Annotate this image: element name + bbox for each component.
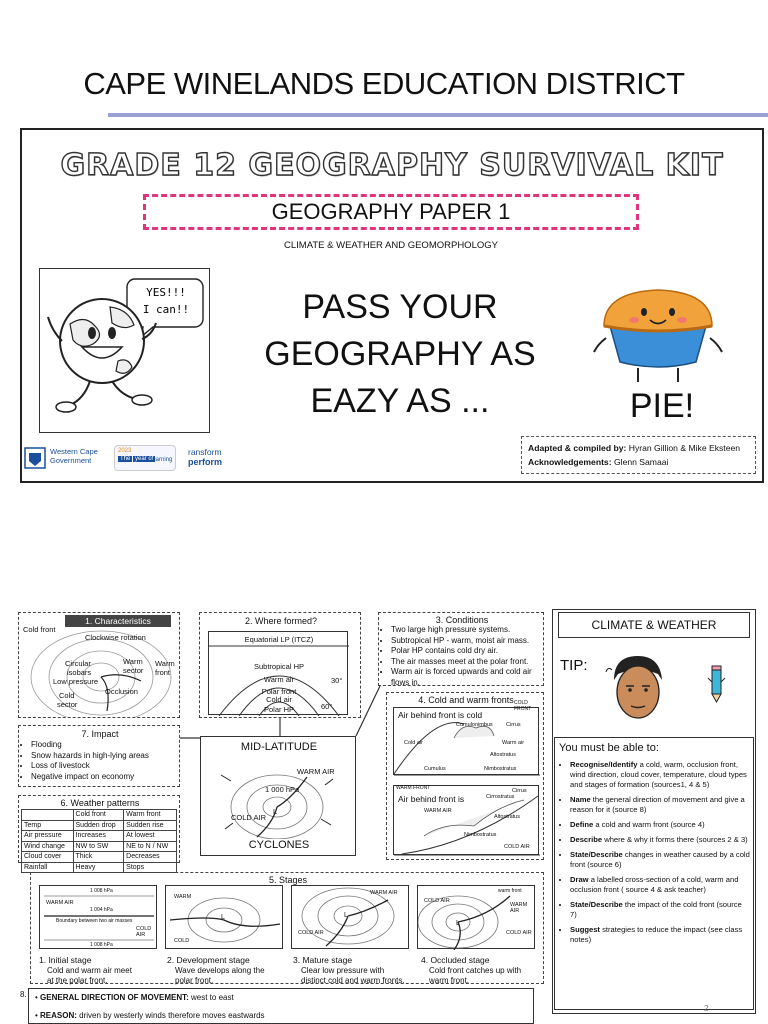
year-badge: 2023 <box>118 448 132 454</box>
year-text-2: year of <box>135 456 154 462</box>
speech-line-2: I can!! <box>142 303 190 316</box>
table-cell: Temp <box>22 820 74 831</box>
fronts-title: 4. Cold and warm fronts <box>418 695 514 705</box>
wcg-line-2: Government <box>50 456 92 465</box>
adapted-label: Adapted & compiled by: <box>528 443 627 453</box>
where-label-equatorial: Equatorial LP (ITCZ) <box>244 635 314 644</box>
table-row <box>22 831 177 842</box>
able-item <box>570 835 750 845</box>
conditions-list <box>381 625 543 688</box>
table-row <box>22 862 177 873</box>
header-rule <box>108 113 768 117</box>
impact-item: • Flooding <box>31 740 179 751</box>
stage-2-text-2: polar front. <box>175 976 214 985</box>
weather-patterns-table <box>21 809 177 873</box>
stages-title: 5. Stages <box>268 875 308 885</box>
table-cell: Sudden rise <box>124 820 177 831</box>
condition-item: • Warm air is forced upwards and cold air flows in. <box>391 667 543 688</box>
stage-4-diagram <box>417 885 535 949</box>
front-label-warm-air: Warm air <box>502 740 525 746</box>
center-label-l: L <box>273 807 278 816</box>
table-cell: Stops <box>124 862 177 873</box>
able-item <box>570 760 750 790</box>
able-title: You must be able to: <box>559 742 659 754</box>
center-label-cold-air: COLD AIR <box>231 813 267 822</box>
stage-label-warm-air-4: WARM AIR <box>510 902 528 914</box>
stage-label-warm: WARM <box>174 894 192 900</box>
transform-perform-logo <box>188 445 240 471</box>
char-label-front: front <box>155 668 171 677</box>
center-label-1000: 1 000 hPa <box>265 785 300 794</box>
reason-label: REASON: <box>40 1011 77 1020</box>
table-header <box>22 810 74 821</box>
stage-label-1008-bottom: 1 008 hPa <box>90 942 113 948</box>
char-label-warm: Warm <box>123 657 143 666</box>
stage-1-text-2: at the polar front. <box>47 976 108 985</box>
table-header-row <box>22 810 177 821</box>
front-label-cold-air-2: COLD AIR <box>504 844 530 850</box>
able-item-text: a cold, warm, occlusion front, wind direction, cloud cover, temperature, cloud types and stages of formation (sources1, 4 & 5) <box>570 760 747 789</box>
pass-line-1: PASS YOUR <box>302 288 498 326</box>
stage-2-diagram <box>165 885 283 949</box>
globe-mascot-icon <box>40 269 211 434</box>
stage-label-l-4: L <box>456 920 460 927</box>
where-label-30: 30° <box>331 676 343 685</box>
where-label-cold-air: Cold air <box>266 695 292 704</box>
stage-3-text-2: distinct cold and warm fronts. <box>301 976 405 985</box>
char-label-low-pressure: Low pressure <box>53 677 99 686</box>
crest-icon <box>24 447 46 469</box>
stage-label-l-2: L <box>221 914 225 921</box>
front-label-warm-air-2: WARM AIR <box>424 808 452 814</box>
pie-mascot-icon <box>588 276 728 386</box>
front-label-altostratus: Altostratus <box>490 752 516 758</box>
able-item-text: a labelled cross-section of a cold, warm and occlusion front ( source 4 & ask teacher) <box>570 875 739 894</box>
stage-3-caption <box>293 955 421 986</box>
able-item-verb: Draw <box>570 875 589 884</box>
table-cell: Increases <box>73 831 124 842</box>
tip-label: TIP: <box>560 657 588 674</box>
stage-4-map-icon <box>418 886 536 950</box>
able-item <box>570 820 750 830</box>
where-label-subtropical: Subtropical HP <box>253 662 305 671</box>
conditions-title: 3. Conditions <box>435 615 489 625</box>
impact-item: • Snow hazards in high-lying areas <box>31 751 179 762</box>
able-item-verb: Describe <box>570 835 603 844</box>
stage-label-boundary: Boundary between two air masses <box>56 918 133 924</box>
stage-label-cold-air-3: COLD AIR <box>298 930 324 936</box>
able-item-text: the impact of the cold front (source 7) <box>570 900 742 919</box>
thinking-face-icon <box>604 652 668 726</box>
able-item-verb: Define <box>570 820 594 829</box>
kit-title: GRADE 12 GEOGRAPHY SURVIVAL KIT <box>60 148 724 183</box>
able-item-verb: Recognise/Identify <box>570 760 638 769</box>
stage-3-title: 3. Mature stage <box>293 955 353 965</box>
able-item-text: changes in weather caused by a cold front (source 6) <box>570 850 750 869</box>
where-title: 2. Where formed? <box>244 616 318 626</box>
patterns-title: 6. Weather patterns <box>60 798 140 808</box>
stage-label-l-3: L <box>344 912 348 919</box>
stage-4-text-2: warm front. <box>429 976 470 985</box>
year-of-learning-logo <box>114 445 176 471</box>
front-label-cirrostratus: Cirrostratus <box>486 794 515 800</box>
where-label-polar-hp: Polar HP <box>263 705 294 714</box>
impact-box <box>18 725 180 787</box>
table-cell: At lowest <box>124 831 177 842</box>
stage-2-caption <box>167 955 291 986</box>
stage-1-diagram <box>39 885 157 949</box>
stage-label-cold-air-4b: COLD AIR <box>506 930 532 936</box>
table-cell: Rainfall <box>22 862 74 873</box>
table-cell: Wind change <box>22 841 74 852</box>
stage-3-diagram <box>291 885 409 949</box>
char-label-cold-front: Cold front <box>23 625 56 634</box>
pass-line-3: EAZY AS ... <box>310 382 490 420</box>
table-cell: NW to SW <box>73 841 124 852</box>
movement-number: 8. <box>20 990 27 999</box>
table-row <box>22 841 177 852</box>
wcg-line-1: Western Cape <box>50 447 98 456</box>
western-cape-government-logo <box>24 445 106 471</box>
stage-4-caption <box>421 955 543 986</box>
warm-front-caption: Air behind front is <box>398 794 465 804</box>
table-header: Warm front <box>124 810 177 821</box>
table-cell: Thick <box>73 852 124 863</box>
adapted-value: Hyran Gillion & Mike Eksteen <box>628 443 741 453</box>
paper-title: GEOGRAPHY PAPER 1 <box>271 199 511 224</box>
credits-box <box>521 436 756 474</box>
front-label-altostratus-2: Altostratus <box>494 814 520 820</box>
speech-line-1: YES!!! <box>146 286 186 299</box>
able-item-verb: Name <box>570 795 591 804</box>
front-label-cold-front: COLD FRONT <box>514 700 532 712</box>
pencil-mascot-icon <box>704 664 730 704</box>
fronts-box <box>386 692 544 860</box>
table-cell: NE to N / NW <box>124 841 177 852</box>
front-label-cumulus: Cumulus <box>424 766 446 772</box>
able-item <box>570 850 750 870</box>
stage-label-1004: 1 004 hPa <box>90 907 113 913</box>
warm-front-diagram <box>393 785 539 855</box>
stage-label-warm-air-3: WARM AIR <box>370 890 398 896</box>
paper-subtitle: CLIMATE & WEATHER AND GEOMORPHOLOGY <box>284 240 498 251</box>
table-row <box>22 820 177 831</box>
where-label-warm-air: Warm air <box>263 675 295 684</box>
stage-1-text-1: Cold and warm air meet <box>47 966 132 975</box>
stage-4-title: 4. Occluded stage <box>421 955 490 965</box>
char-label-cold: Cold <box>59 691 75 700</box>
center-label-warm-air: WARM AIR <box>297 767 335 776</box>
table-header: Cold front <box>73 810 124 821</box>
cold-front-caption: Air behind front is cold <box>398 710 483 720</box>
front-label-warm-front: WARM FRONT <box>396 785 431 791</box>
climate-weather-heading: CLIMATE & WEATHER <box>558 612 750 638</box>
conditions-box <box>378 612 544 686</box>
able-item <box>570 875 750 895</box>
front-label-cold-air: Cold air <box>404 740 423 746</box>
able-item-text: strategies to reduce the impact (see class notes) <box>570 925 743 944</box>
char-label-sector: sector <box>123 666 144 675</box>
ack-label: Acknowledgements: <box>528 457 612 467</box>
movement-direction: • GENERAL DIRECTION OF MOVEMENT: west to east <box>35 993 234 1002</box>
pass-line-2: GEOGRAPHY AS <box>264 335 536 373</box>
char-label-circular: Circular <box>65 659 91 668</box>
able-item-text: the general direction of movement and give a reason for it (source 8) <box>570 795 745 814</box>
pass-slogan <box>240 284 560 425</box>
condition-item: • Subtropical HP - warm, moist air mass. <box>391 636 543 647</box>
impact-title: 7. Impact <box>81 729 119 739</box>
movement-reason: • REASON: driven by westerly winds therefore moves eastwards <box>35 1011 265 1020</box>
ack-value: Glenn Samaai <box>613 457 669 467</box>
where-label-polar-front: Polar front <box>261 687 297 696</box>
year-text-3: learning <box>151 457 173 463</box>
table-cell: Cloud cover <box>22 852 74 863</box>
able-item <box>570 900 750 920</box>
where-label-60: 60° <box>321 702 333 711</box>
front-label-nimbostratus: Nimbostratus <box>484 766 517 772</box>
able-item <box>570 795 750 815</box>
impact-list <box>21 740 179 782</box>
direction-value: west to east <box>188 993 234 1002</box>
center-title: MID-LATITUDE <box>240 741 318 753</box>
year-text-1: The <box>120 456 131 462</box>
transform-line-2: perform <box>188 457 223 467</box>
stage-2-title: 2. Development stage <box>167 955 250 965</box>
transform-line-1: ransform <box>188 447 222 457</box>
front-label-nimbostratus-2: Nimbostratus <box>464 832 497 838</box>
stages-box <box>30 872 544 984</box>
able-item-verb: State/Describe <box>570 900 623 909</box>
able-item-text: where & why it forms there (sources 2 & 3) <box>602 835 748 844</box>
table-row <box>22 852 177 863</box>
stage-3-text-1: Clear low pressure with <box>301 966 385 975</box>
connector-lines <box>180 686 400 756</box>
stage-label-warm-front: warm front <box>498 888 522 894</box>
stage-1-title: 1. Initial stage <box>39 955 92 965</box>
center-bottom: CYCLONES <box>248 839 310 851</box>
front-label-cirrus: Cirrus <box>506 722 521 728</box>
globe-illustration-box <box>39 268 210 433</box>
stage-label-cold: COLD <box>174 938 190 944</box>
impact-item: • Loss of livestock <box>31 761 179 772</box>
char-label-clockwise: Clockwise rotation <box>85 633 146 642</box>
stage-label-warm-air: WARM AIR <box>46 900 74 906</box>
char-label-warm-2: Warm <box>155 659 175 668</box>
condition-item: • The air masses meet at the polar front. <box>391 657 543 668</box>
able-item <box>570 925 750 945</box>
pie-label: PIE! <box>629 387 695 425</box>
table-cell: Sudden drop <box>73 820 124 831</box>
characteristics-box <box>18 612 180 718</box>
char-label-isobars: isobars <box>67 668 92 677</box>
stage-label-1008-top: 1 008 hPa <box>90 888 113 894</box>
stage-label-cold-air: COLD AIR <box>136 926 152 938</box>
reason-value: driven by westerly winds therefore moves eastwards <box>76 1011 265 1020</box>
char-label-cold-sector: sector <box>57 700 78 709</box>
movement-box <box>28 988 534 1024</box>
front-label-cumulonimbus: Cumulonimbus <box>456 722 493 728</box>
condition-item: • Polar HP contains cold dry air. <box>391 646 543 657</box>
condition-item: • Two large high pressure systems. <box>391 625 543 636</box>
able-item-text: a cold and warm front (source 4) <box>593 820 705 829</box>
front-label-cirrus-2: Cirrus <box>512 788 527 794</box>
district-title: CAPE WINELANDS EDUCATION DISTRICT <box>83 66 685 101</box>
able-to-list <box>558 760 750 950</box>
table-cell: Heavy <box>73 862 124 873</box>
characteristics-title: 1. Characteristics <box>65 615 171 627</box>
able-item-verb: State/Describe <box>570 850 623 859</box>
stage-1-caption <box>39 955 163 986</box>
char-label-occlusion: Occlusion <box>105 687 138 696</box>
stage-label-cold-air-4: COLD AIR <box>424 898 450 904</box>
impact-item: • Negative impact on economy <box>31 772 179 783</box>
stage-4-text-1: Cold front catches up with <box>429 966 522 975</box>
table-cell: Air pressure <box>22 831 74 842</box>
able-item-verb: Suggest <box>570 925 600 934</box>
stage-2-text-1: Wave develops along the <box>175 966 265 975</box>
direction-label: GENERAL DIRECTION OF MOVEMENT: <box>40 993 189 1002</box>
table-cell: Decreases <box>124 852 177 863</box>
weather-patterns-box <box>18 795 180 871</box>
page-number: 2 <box>704 1004 709 1013</box>
